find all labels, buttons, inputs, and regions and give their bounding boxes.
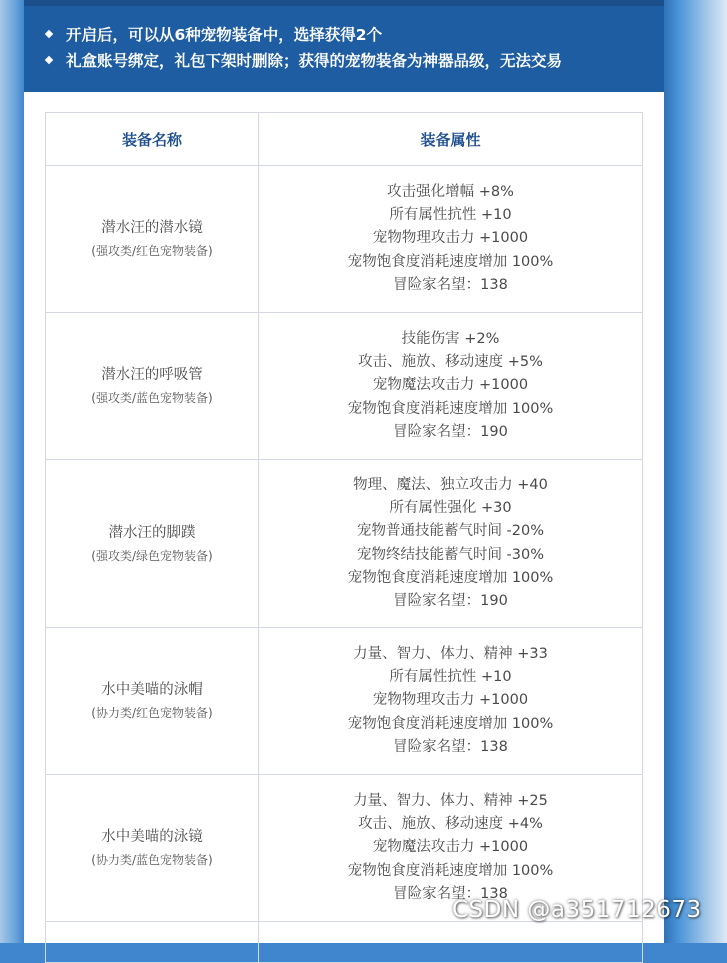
attribute-line: 宠物魔法攻击力 +1000 [372,839,529,856]
equipment-name-cell [46,460,259,628]
equipment-name: 水中美喵的泳镜 [101,829,203,845]
equipment-type: (强攻类/绿色宠物装备) [91,548,213,563]
notice-item [44,48,654,74]
equipment-type: (强攻类/红色宠物装备) [91,244,213,258]
equipment-name: 潜水汪的潜水镜 [101,220,203,236]
notice-text: 礼盒账号绑定，礼包下架时删除；获得的宠物装备为神器品级，无法交易 [66,52,563,70]
equipment-attributes-cell [259,313,643,460]
attribute-line: 冒险家名望：190 [393,592,508,609]
attribute-line: 宠物饱食度消耗速度增加 100% [347,862,554,879]
header-equipment-name: 装备名称 [46,113,259,166]
attribute-line: 攻击、施放、移动速度 +5% [358,354,543,371]
equipment-name: 潜水汪的呼吸管 [101,367,203,383]
attribute-line: 宠物物理攻击力 +1000 [372,692,529,709]
attribute-line: 攻击、施放、移动速度 +4% [358,816,543,833]
attribute-line: 力量、智力、体力、精神 +33 [353,645,548,662]
equipment-attributes-cell [259,460,643,628]
attribute-line: 宠物普通技能蓄气时间 -20% [356,523,545,540]
equipment-attributes-cell [259,166,643,313]
notice-banner-top-edge [24,0,664,6]
table-header-row [46,113,643,166]
attribute-line: 宠物物理攻击力 +1000 [372,230,529,247]
equipment-attributes-cell [259,628,643,775]
attribute-line: 力量、智力、体力、精神 +25 [353,792,548,809]
attribute-line: 宠物饱食度消耗速度增加 100% [347,253,554,270]
equipment-name-cell [46,166,259,313]
attribute-line: 所有属性抗性 +10 [389,669,512,686]
background-left [0,0,24,943]
attribute-line: 物理、魔法、独立攻击力 +40 [353,476,548,493]
table-row [46,628,643,775]
attribute-line: 宠物饱食度消耗速度增加 100% [347,400,554,417]
table-row [46,166,643,313]
attribute-line: 冒险家名望：190 [393,423,508,440]
attribute-line: 宠物饱食度消耗速度增加 100% [347,569,554,586]
watermark: CSDN @a351712673 [452,897,702,923]
attribute-line: 宠物终结技能蓄气时间 -30% [356,546,545,563]
background-right [663,0,727,943]
attribute-line: 攻击强化增幅 +8% [387,183,514,200]
attribute-line: 冒险家名望：138 [393,885,508,902]
attribute-line: 冒险家名望：138 [393,276,508,293]
equipment-table [45,112,643,963]
equipment-name-cell [46,922,259,963]
equipment-type: (强攻类/蓝色宠物装备) [91,391,213,405]
table-row [46,460,643,628]
attribute-line: 所有属性强化 +30 [389,500,512,517]
equipment-attributes-cell [259,922,643,963]
equipment-name: 水中美喵的泳帽 [101,682,203,698]
equipment-name: 潜水汪的脚蹼 [108,524,196,541]
attribute-line: 宠物魔法攻击力 +1000 [372,377,529,394]
attribute-line: 技能伤害 +2% [401,330,500,347]
equipment-type: (协力类/红色宠物装备) [91,706,213,720]
equipment-name-cell [46,775,259,922]
equipment-type: (协力类/蓝色宠物装备) [91,853,213,867]
attribute-line: 冒险家名望：138 [393,738,508,755]
diamond-bullet-icon [45,30,53,38]
table-row [46,313,643,460]
attribute-line: 宠物饱食度消耗速度增加 100% [347,715,554,732]
equipment-name-cell [46,313,259,460]
diamond-bullet-icon [45,56,53,64]
table-row [46,922,643,963]
notice-text: 开启后，可以从6种宠物装备中，选择获得2个 [66,26,383,44]
attribute-line: 所有属性抗性 +10 [389,207,512,224]
notice-list [44,22,654,74]
header-equipment-attributes: 装备属性 [259,113,643,166]
notice-item [44,22,654,48]
equipment-name-cell [46,628,259,775]
